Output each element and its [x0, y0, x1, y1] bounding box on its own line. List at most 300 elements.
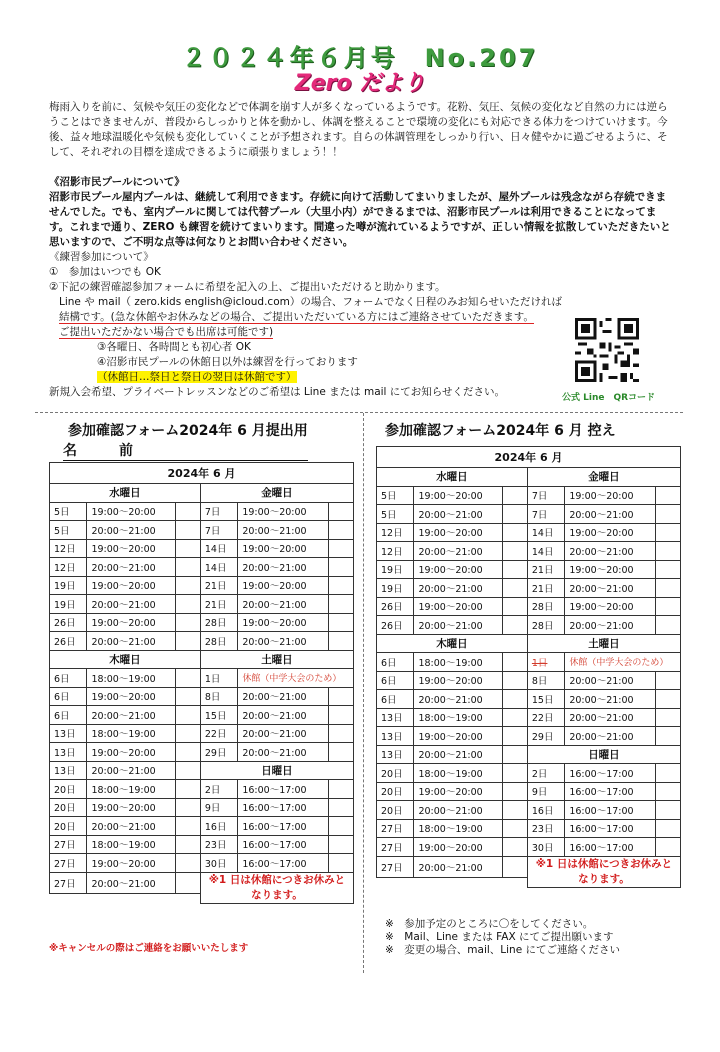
- attend-checkbox[interactable]: [655, 727, 680, 746]
- time-cell: 19:00～20:00: [414, 727, 503, 746]
- attend-checkbox[interactable]: [655, 764, 680, 783]
- newsletter-title: ２０２４年６月号 No.207: [181, 44, 539, 72]
- table-row: [50, 780, 354, 799]
- date-cell: 20日: [377, 782, 414, 801]
- table-row: [50, 521, 354, 540]
- date-cell: 27日: [50, 872, 87, 893]
- attend-checkbox[interactable]: [328, 632, 353, 651]
- table-row: [50, 706, 354, 725]
- attend-checkbox[interactable]: [328, 576, 353, 595]
- time-cell: 20:00～21:00: [565, 727, 656, 746]
- date-cell: 21日: [527, 579, 564, 598]
- date-cell: 8日: [527, 671, 564, 690]
- date-cell: 12日: [50, 558, 87, 577]
- attend-checkbox[interactable]: [176, 539, 201, 558]
- sun-header: 日曜日: [200, 761, 353, 780]
- time-cell: 18:00～19:00: [87, 835, 176, 854]
- table-row: [50, 743, 354, 762]
- date-cell: 7日: [527, 505, 564, 524]
- time-cell: 16:00～17:00: [238, 835, 329, 854]
- date-cell: 21日: [527, 560, 564, 579]
- date-cell: 19日: [50, 595, 87, 614]
- date-cell: 22日: [200, 724, 237, 743]
- attend-checkbox[interactable]: [655, 838, 680, 857]
- time-cell: 19:00～20:00: [238, 576, 329, 595]
- attend-checkbox[interactable]: [655, 505, 680, 524]
- attend-checkbox[interactable]: [655, 560, 680, 579]
- attend-checkbox[interactable]: [176, 872, 201, 893]
- time-cell: 18:00～19:00: [414, 764, 503, 783]
- date-cell: 26日: [50, 613, 87, 632]
- time-cell: 20:00～21:00: [565, 505, 656, 524]
- attend-checkbox[interactable]: [655, 782, 680, 801]
- table-row: [50, 854, 354, 873]
- time-cell: 16:00～17:00: [238, 854, 329, 873]
- time-cell: 20:00～21:00: [87, 706, 176, 725]
- attend-checkbox[interactable]: [328, 854, 353, 873]
- attend-checkbox[interactable]: [503, 616, 528, 635]
- table-row: [50, 817, 354, 836]
- sunday-note: ※1 日は休館につきお休みとなります。: [200, 872, 353, 903]
- date-cell: 28日: [200, 613, 237, 632]
- attend-checkbox[interactable]: [328, 558, 353, 577]
- attend-checkbox[interactable]: [328, 724, 353, 743]
- attend-checkbox[interactable]: [503, 727, 528, 746]
- time-cell: 16:00～17:00: [238, 817, 329, 836]
- table-row: [50, 539, 354, 558]
- name-field[interactable]: 名 前: [63, 440, 308, 461]
- date-cell: 6日: [50, 706, 87, 725]
- attend-checkbox[interactable]: [328, 780, 353, 799]
- attend-checkbox[interactable]: [176, 576, 201, 595]
- attend-checkbox[interactable]: [655, 542, 680, 561]
- table-row: [377, 560, 681, 579]
- date-cell: 13日: [50, 724, 87, 743]
- table-row: [50, 502, 354, 521]
- date-cell: 20日: [377, 764, 414, 783]
- date-cell: 21日: [200, 576, 237, 595]
- date-cell: 27日: [50, 835, 87, 854]
- attend-checkbox[interactable]: [176, 558, 201, 577]
- time-cell: 20:00～21:00: [414, 542, 503, 561]
- date-cell: 28日: [527, 616, 564, 635]
- date-cell: 2日: [527, 764, 564, 783]
- time-cell: 20:00～21:00: [238, 706, 329, 725]
- date-cell: 13日: [50, 743, 87, 762]
- date-cell: 14日: [527, 542, 564, 561]
- date-cell: 12日: [377, 542, 414, 561]
- attend-checkbox[interactable]: [503, 653, 528, 672]
- table-row: [50, 687, 354, 706]
- practice-item-2: ②下記の練習確認参加フォームに希望を記入の上、ご提出いただけると助かります。: [49, 281, 446, 293]
- table-row: [377, 819, 681, 838]
- attend-checkbox[interactable]: [176, 502, 201, 521]
- time-cell: 19:00～20:00: [414, 782, 503, 801]
- spacer: [50, 893, 201, 903]
- table-row: [377, 708, 681, 727]
- date-cell: 19日: [50, 576, 87, 595]
- time-cell: 18:00～19:00: [414, 819, 503, 838]
- date-cell: 20日: [50, 798, 87, 817]
- practice-item-2b: 結構です。(急な休館やお休みなどの場合、ご提出いただいている方にはご連絡させていただきます。: [59, 311, 534, 323]
- table-row: [377, 690, 681, 709]
- practice-item-4-note: （休館日…祭日と祭日の翌日は休館です）: [97, 371, 297, 383]
- time-cell: 20:00～21:00: [414, 801, 503, 820]
- attend-checkbox[interactable]: [503, 782, 528, 801]
- date-cell: 1日: [527, 653, 564, 672]
- lesson-text: 新規入会希望、プライベートレッスンなどのご希望は Line または mail にてお知らせください。: [49, 386, 505, 398]
- time-cell: 18:00～19:00: [414, 653, 503, 672]
- practice-item-1: ① 参加はいつでも OK: [49, 266, 161, 278]
- time-cell: 16:00～17:00: [238, 780, 329, 799]
- attend-checkbox[interactable]: [655, 671, 680, 690]
- intro-paragraph: 梅雨入りを前に、気候や気圧の変化などで体調を崩す人が多くなっているようです。花粉、気圧、気候の変化など自然の力には逆らうことはできませんが、普段からしっかりと体を動かし、体調を整えることで環境の変化にも対応できる体力をつけていけます。今後、益々地球温暖化や気候も変化していくことが予想されます。自らの体調管理をしっかり行い、日々健やかに過ごせるように、そして、それぞれの目標を達成できるように頑張りましょう！！: [49, 101, 668, 158]
- date-cell: 27日: [377, 838, 414, 857]
- table-row: [377, 727, 681, 746]
- date-cell: 19日: [377, 579, 414, 598]
- date-cell: 20日: [50, 780, 87, 799]
- table-row: [377, 653, 681, 672]
- date-cell: 30日: [527, 838, 564, 857]
- date-cell: 7日: [200, 521, 237, 540]
- table-row: [50, 872, 354, 893]
- attend-checkbox[interactable]: [503, 523, 528, 542]
- table-row: [377, 782, 681, 801]
- sunday-note: ※1 日は休館につきお休みとなります。: [527, 856, 680, 887]
- table-row: [377, 579, 681, 598]
- attend-checkbox[interactable]: [328, 706, 353, 725]
- time-cell: 19:00～20:00: [87, 798, 176, 817]
- attend-checkbox[interactable]: [328, 687, 353, 706]
- time-cell: 19:00～20:00: [414, 597, 503, 616]
- attend-checkbox[interactable]: [655, 708, 680, 727]
- table-row: [50, 558, 354, 577]
- attend-checkbox[interactable]: [655, 819, 680, 838]
- date-cell: 6日: [377, 671, 414, 690]
- time-cell: 19:00～20:00: [565, 486, 656, 505]
- date-cell: 14日: [527, 523, 564, 542]
- date-cell: 12日: [377, 523, 414, 542]
- table-row: [50, 724, 354, 743]
- time-cell: 19:00～20:00: [238, 613, 329, 632]
- left-schedule-table: [49, 462, 354, 904]
- table-row: [50, 835, 354, 854]
- time-cell: 20:00～21:00: [87, 817, 176, 836]
- time-cell: 19:00～20:00: [565, 560, 656, 579]
- attend-checkbox[interactable]: [655, 801, 680, 820]
- time-cell: 19:00～20:00: [87, 687, 176, 706]
- attend-checkbox[interactable]: [176, 854, 201, 873]
- time-cell: 20:00～21:00: [87, 632, 176, 651]
- fri-header: 金曜日: [200, 484, 353, 503]
- sat-header: 土曜日: [200, 650, 353, 669]
- date-cell: 15日: [527, 690, 564, 709]
- time-cell: 19:00～20:00: [238, 502, 329, 521]
- date-cell: 28日: [527, 597, 564, 616]
- time-cell: 19:00～20:00: [414, 486, 503, 505]
- date-cell: 19日: [377, 560, 414, 579]
- pool-body: 沼影市民プール屋内プールは、継続して利用できます。存続に向けて活動してまいりましたが、屋外プールは残念ながら存続できませんでした。でも、室内プールに関しては代替プール（大里小内）ができるまでは、沼影市民プールは利用できることになってます。これまで通り、ZERO も練習を続けてまいります。間違った噂が流れているようですが、正しい情報を拡散していただきたいと思いますので、ご不明な点等は何なりとお問い合わせください。: [49, 191, 671, 248]
- pool-heading: 《沼影市民プールについて》: [49, 176, 185, 188]
- date-cell: 16日: [527, 801, 564, 820]
- time-cell: 20:00～21:00: [414, 505, 503, 524]
- month-header: 2024年 6 月: [377, 447, 681, 468]
- time-cell: 20:00～21:00: [565, 708, 656, 727]
- time-cell: 18:00～19:00: [87, 669, 176, 688]
- attend-checkbox[interactable]: [176, 521, 201, 540]
- thu-header: 木曜日: [50, 650, 201, 669]
- time-cell: 19:00～20:00: [87, 613, 176, 632]
- date-cell: 6日: [50, 669, 87, 688]
- date-cell: 6日: [377, 690, 414, 709]
- date-cell: 7日: [527, 486, 564, 505]
- time-cell: 20:00～21:00: [87, 872, 176, 893]
- attend-checkbox[interactable]: [655, 597, 680, 616]
- date-cell: 8日: [200, 687, 237, 706]
- time-cell: 19:00～20:00: [565, 597, 656, 616]
- practice-item-4: ④沼影市民プールの休館日以外は練習を行っております: [97, 356, 358, 368]
- attend-checkbox[interactable]: [176, 669, 201, 688]
- time-cell: 20:00～21:00: [238, 558, 329, 577]
- table-row: [377, 801, 681, 820]
- time-cell: 16:00～17:00: [565, 764, 656, 783]
- date-cell: 14日: [200, 558, 237, 577]
- time-cell: 19:00～20:00: [87, 576, 176, 595]
- date-cell: 5日: [50, 521, 87, 540]
- divider-vertical: [363, 413, 364, 973]
- time-cell: 18:00～19:00: [87, 724, 176, 743]
- notes-list: [385, 918, 620, 957]
- date-cell: 6日: [50, 687, 87, 706]
- time-cell: 20:00～21:00: [87, 595, 176, 614]
- right-schedule-table: [376, 446, 681, 888]
- table-row: [377, 616, 681, 635]
- time-cell: 19:00～20:00: [414, 560, 503, 579]
- time-cell: 16:00～17:00: [565, 819, 656, 838]
- time-cell: 16:00～17:00: [565, 838, 656, 857]
- time-cell: 20:00～21:00: [565, 616, 656, 635]
- thu-header: 木曜日: [377, 634, 528, 653]
- table-row: [377, 505, 681, 524]
- attend-checkbox[interactable]: [655, 579, 680, 598]
- wed-header: 水曜日: [377, 468, 528, 487]
- time-cell: 20:00～21:00: [238, 632, 329, 651]
- qr-label: 公式 Line QRコード: [562, 393, 656, 403]
- time-cell: 20:00～21:00: [565, 690, 656, 709]
- attend-checkbox[interactable]: [176, 761, 201, 780]
- time-cell: 19:00～20:00: [87, 854, 176, 873]
- attend-checkbox[interactable]: [328, 817, 353, 836]
- time-cell: 20:00～21:00: [238, 595, 329, 614]
- date-cell: 21日: [200, 595, 237, 614]
- date-cell: 26日: [50, 632, 87, 651]
- time-cell: 20:00～21:00: [238, 724, 329, 743]
- attend-checkbox[interactable]: [328, 798, 353, 817]
- time-cell: 16:00～17:00: [238, 798, 329, 817]
- attend-checkbox[interactable]: [176, 632, 201, 651]
- table-row: [377, 838, 681, 857]
- sun-header: 日曜日: [527, 745, 680, 764]
- date-cell: 20日: [377, 801, 414, 820]
- date-cell: 7日: [200, 502, 237, 521]
- attend-checkbox[interactable]: [503, 856, 528, 877]
- attend-checkbox[interactable]: [503, 764, 528, 783]
- time-cell: 16:00～17:00: [565, 782, 656, 801]
- table-row: [377, 597, 681, 616]
- attend-checkbox[interactable]: [328, 613, 353, 632]
- newsletter-subtitle: Zero だより: [294, 71, 426, 96]
- date-cell: 26日: [377, 616, 414, 635]
- right-form-title: 参加確認フォーム2024年 6 月 控え: [385, 423, 616, 439]
- time-cell: 19:00～20:00: [238, 539, 329, 558]
- attend-checkbox[interactable]: [176, 835, 201, 854]
- time-cell: 20:00～21:00: [87, 521, 176, 540]
- attend-checkbox[interactable]: [503, 838, 528, 857]
- date-cell: 9日: [200, 798, 237, 817]
- table-row: [50, 798, 354, 817]
- attend-checkbox[interactable]: [328, 595, 353, 614]
- fri-header: 金曜日: [527, 468, 680, 487]
- date-cell: 29日: [200, 743, 237, 762]
- date-cell: 23日: [527, 819, 564, 838]
- date-cell: 23日: [200, 835, 237, 854]
- note-item: ※ 変更の場合、mail、Line にてご連絡ください: [385, 944, 621, 956]
- attend-checkbox[interactable]: [655, 486, 680, 505]
- date-cell: 13日: [50, 761, 87, 780]
- attend-checkbox[interactable]: [503, 560, 528, 579]
- time-cell: 18:00～19:00: [414, 708, 503, 727]
- date-cell: 6日: [377, 653, 414, 672]
- date-cell: 12日: [50, 539, 87, 558]
- date-cell: 30日: [200, 854, 237, 873]
- date-cell: 22日: [527, 708, 564, 727]
- time-cell: 20:00～21:00: [414, 856, 503, 877]
- attend-checkbox[interactable]: [503, 671, 528, 690]
- time-cell: 19:00～20:00: [414, 838, 503, 857]
- attend-checkbox[interactable]: [503, 745, 528, 764]
- time-cell: 19:00～20:00: [414, 671, 503, 690]
- time-cell: 20:00～21:00: [87, 558, 176, 577]
- attend-checkbox[interactable]: [328, 539, 353, 558]
- date-cell: 5日: [50, 502, 87, 521]
- time-cell: 20:00～21:00: [565, 579, 656, 598]
- date-cell: 2日: [200, 780, 237, 799]
- divider-horizontal: [35, 412, 683, 413]
- time-cell: 20:00～21:00: [87, 761, 176, 780]
- date-cell: 27日: [377, 819, 414, 838]
- wed-header: 水曜日: [50, 484, 201, 503]
- attend-checkbox[interactable]: [328, 743, 353, 762]
- table-row: [50, 632, 354, 651]
- attend-checkbox[interactable]: [328, 835, 353, 854]
- qr-code-icon[interactable]: [575, 318, 639, 382]
- attend-checkbox[interactable]: [503, 579, 528, 598]
- time-cell: 20:00～21:00: [565, 542, 656, 561]
- table-row: [377, 856, 681, 877]
- table-row: [377, 745, 681, 764]
- time-cell: 20:00～21:00: [238, 743, 329, 762]
- time-cell: 20:00～21:00: [414, 616, 503, 635]
- date-cell: 1日: [200, 669, 237, 688]
- spacer: [377, 877, 528, 887]
- attend-checkbox[interactable]: [503, 597, 528, 616]
- table-row: [377, 523, 681, 542]
- attend-checkbox[interactable]: [176, 798, 201, 817]
- time-cell: 19:00～20:00: [87, 539, 176, 558]
- attend-checkbox[interactable]: [176, 724, 201, 743]
- closed-cell: 休館（中学大会のため）: [238, 669, 354, 688]
- attend-checkbox[interactable]: [503, 819, 528, 838]
- note-item: ※ 参加予定のところに〇をしてください。: [385, 918, 594, 930]
- attend-checkbox[interactable]: [503, 486, 528, 505]
- attend-checkbox[interactable]: [176, 780, 201, 799]
- date-cell: 13日: [377, 708, 414, 727]
- time-cell: 18:00～19:00: [87, 780, 176, 799]
- time-cell: 20:00～21:00: [414, 579, 503, 598]
- table-row: [50, 576, 354, 595]
- date-cell: 27日: [377, 856, 414, 877]
- attend-checkbox[interactable]: [503, 690, 528, 709]
- date-cell: 9日: [527, 782, 564, 801]
- attend-checkbox[interactable]: [655, 616, 680, 635]
- attend-checkbox[interactable]: [655, 523, 680, 542]
- attend-checkbox[interactable]: [503, 708, 528, 727]
- date-cell: 13日: [377, 745, 414, 764]
- attend-checkbox[interactable]: [176, 595, 201, 614]
- attend-checkbox[interactable]: [503, 801, 528, 820]
- practice-item-3: ③各曜日、各時間とも初心者 OK: [97, 341, 251, 353]
- attend-checkbox[interactable]: [176, 613, 201, 632]
- practice-item-2a: Line や mail（ zero.kids english@icloud.com）の場合、フォームでなく日程のみお知らせいただければ: [59, 296, 563, 308]
- practice-item-2c: ご提出いただかない場合でも出席は可能です): [59, 326, 274, 338]
- time-cell: 19:00～20:00: [87, 502, 176, 521]
- table-row: [50, 613, 354, 632]
- attend-checkbox[interactable]: [176, 706, 201, 725]
- date-cell: 13日: [377, 727, 414, 746]
- attend-checkbox[interactable]: [655, 690, 680, 709]
- attend-checkbox[interactable]: [176, 743, 201, 762]
- table-row: [377, 764, 681, 783]
- closed-cell: 休館（中学大会のため）: [565, 653, 681, 672]
- table-row: [377, 486, 681, 505]
- attend-checkbox[interactable]: [503, 542, 528, 561]
- table-row: [377, 671, 681, 690]
- cancel-note: ※キャンセルの際はご連絡をお願いいたします: [49, 943, 249, 954]
- table-row: [50, 761, 354, 780]
- table-row: [50, 669, 354, 688]
- date-cell: 28日: [200, 632, 237, 651]
- time-cell: 16:00～17:00: [565, 801, 656, 820]
- month-header: 2024年 6 月: [50, 463, 354, 484]
- time-cell: 20:00～21:00: [238, 521, 329, 540]
- date-cell: 26日: [377, 597, 414, 616]
- time-cell: 19:00～20:00: [565, 523, 656, 542]
- time-cell: 20:00～21:00: [414, 745, 503, 764]
- table-row: [50, 595, 354, 614]
- note-item: ※ Mail、Line または FAX にてご提出願います: [385, 931, 614, 943]
- sat-header: 土曜日: [527, 634, 680, 653]
- date-cell: 15日: [200, 706, 237, 725]
- attend-checkbox[interactable]: [176, 817, 201, 836]
- date-cell: 5日: [377, 486, 414, 505]
- attend-checkbox[interactable]: [328, 521, 353, 540]
- table-row: [377, 542, 681, 561]
- attend-checkbox[interactable]: [503, 505, 528, 524]
- date-cell: 5日: [377, 505, 414, 524]
- attend-checkbox[interactable]: [328, 502, 353, 521]
- time-cell: 19:00～20:00: [414, 523, 503, 542]
- attend-checkbox[interactable]: [176, 687, 201, 706]
